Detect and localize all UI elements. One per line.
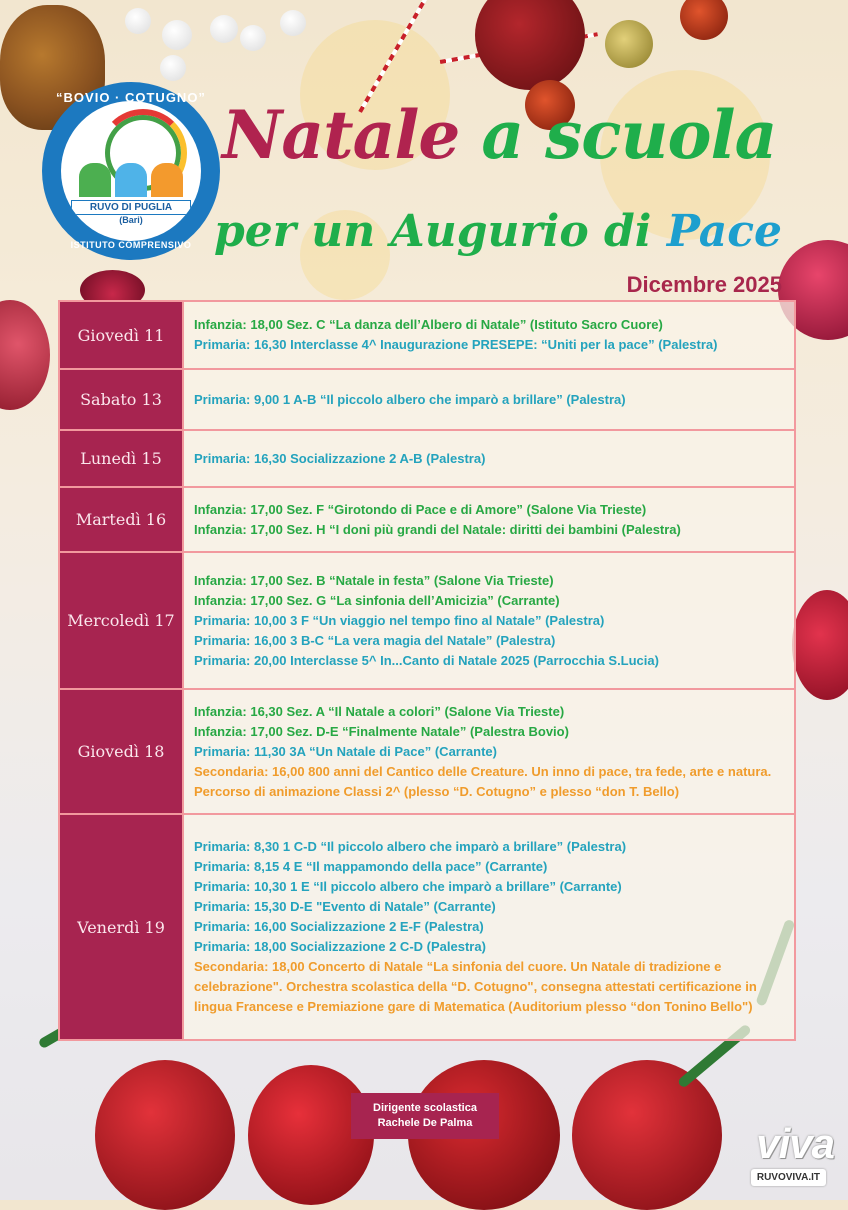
event-primaria: Primaria: 16,00 Socializzazione 2 E-F (Palestra) <box>194 919 484 934</box>
children-arches-icon <box>79 163 183 197</box>
events-cell <box>184 488 794 551</box>
subtitle-pace: Pace <box>666 206 783 257</box>
signature-name: Rachele De Palma <box>377 1117 473 1129</box>
event-primaria: Primaria: 8,30 1 C-D “Il piccolo albero che imparò a brillare” (Palestra) <box>194 839 627 854</box>
logo-institute-type: ISTITUTO COMPRENSIVO <box>70 240 192 250</box>
title-a-scuola: a scuola <box>459 96 777 174</box>
cotton-ball-decoration <box>162 20 192 50</box>
event-infanzia: Infanzia: 17,00 Sez. H “I doni più grandi del Natale: diritti dei bambini (Palestra) <box>194 521 681 537</box>
schedule-row <box>60 368 794 429</box>
event-infanzia: Infanzia: 17,00 Sez. F “Girotondo di Pace e di Amore” (Salone Via Trieste) <box>194 501 647 517</box>
arch-green <box>79 163 111 197</box>
viva-watermark-logo: viva <box>756 1120 834 1167</box>
day-cell: Venerdì 19 <box>60 815 184 1039</box>
event-primaria: Primaria: 11,30 3A “Un Natale di Pace” (Carrante) <box>194 743 497 759</box>
logo-school-name: “BOVIO · COTUGNO” <box>56 90 206 105</box>
month-label: Dicembre 2025 <box>626 272 782 297</box>
page-title <box>222 96 776 174</box>
logo-city: RUVO DI PUGLIA <box>71 200 191 215</box>
cotton-ball-decoration <box>160 55 186 81</box>
schedule-row <box>60 486 794 551</box>
red-bauble-decoration <box>95 1060 235 1210</box>
ruvoviva-watermark-link[interactable]: RUVOVIVA.IT <box>751 1169 826 1186</box>
event-primaria: Primaria: 9,00 1 A-B “Il piccolo albero che imparò a brillare” (Palestra) <box>194 391 626 407</box>
gold-bauble-decoration <box>605 20 653 68</box>
schedule-row <box>60 429 794 486</box>
event-infanzia: Infanzia: 16,30 Sez. A “Il Natale a colori” (Salone Via Trieste) <box>194 703 565 719</box>
red-bauble-decoration <box>0 300 50 410</box>
logo-province: (Bari) <box>119 215 143 225</box>
day-cell: Martedì 16 <box>60 488 184 551</box>
cotton-ball-decoration <box>280 10 306 36</box>
day-cell: Sabato 13 <box>60 370 184 429</box>
schedule-table <box>58 300 796 1041</box>
red-bauble-decoration <box>792 590 848 700</box>
events-cell <box>184 302 794 368</box>
arch-blue <box>115 163 147 197</box>
event-infanzia: Infanzia: 17,00 Sez. G “La sinfonia dell’Amicizia” (Carrante) <box>194 592 560 608</box>
page-subtitle <box>214 206 782 257</box>
schedule-row <box>60 813 794 1039</box>
event-infanzia: Infanzia: 18,00 Sez. C “La danza dell’Albero di Natale” (Istituto Sacro Cuore) <box>194 317 663 332</box>
title-natale: Natale <box>222 96 460 174</box>
red-bauble-decoration <box>475 0 585 90</box>
event-primaria: Primaria: 16,30 Socializzazione 2 A-B (Palestra) <box>194 450 486 466</box>
red-bauble-decoration <box>680 0 728 40</box>
event-primaria: Primaria: 18,00 Socializzazione 2 C-D (Palestra) <box>194 939 486 954</box>
day-cell: Giovedì 18 <box>60 690 184 813</box>
day-cell: Mercoledì 17 <box>60 553 184 688</box>
day-cell: Giovedì 11 <box>60 302 184 368</box>
events-cell <box>184 553 794 688</box>
event-secondaria: Secondaria: 18,00 Concerto di Natale “La sinfonia del cuore. Un Natale di tradizione e celebrazione". Orchestra scolastica della “D. Cotugno", consegna attestati certificazione in lingua Francese e Premiazione gare di Matematica (Auditorium plesso “don Tonino Bello") <box>194 959 757 1014</box>
red-bauble-decoration <box>572 1060 722 1210</box>
schedule-row <box>60 688 794 813</box>
event-secondaria: Secondaria: 16,00 800 anni del Cantico delle Creature. Un inno di pace, tra fede, arte e natura. Percorso di animazione Classi 2^ (plesso “D. Cotugno” e plesso “don T. Bello) <box>194 763 772 799</box>
events-cell <box>184 815 794 1039</box>
event-primaria: Primaria: 20,00 Interclasse 5^ In...Canto di Natale 2025 (Parrocchia S.Lucia) <box>194 652 659 668</box>
signature-role: Dirigente scolastica <box>373 1102 477 1114</box>
events-cell <box>184 690 794 813</box>
event-primaria: Primaria: 16,30 Interclasse 4^ Inaugurazione PRESEPE: “Uniti per la pace” (Palestra) <box>194 337 718 352</box>
schedule-row <box>60 302 794 368</box>
subtitle-augurio: per un Augurio di <box>214 206 667 257</box>
event-infanzia: Infanzia: 17,00 Sez. B “Natale in festa” (Salone Via Trieste) <box>194 572 554 588</box>
schedule-row <box>60 551 794 688</box>
day-cell: Lunedì 15 <box>60 431 184 486</box>
events-cell <box>184 431 794 486</box>
event-infanzia: Infanzia: 17,00 Sez. D-E “Finalmente Natale” (Palestra Bovio) <box>194 723 569 739</box>
events-cell <box>184 370 794 429</box>
arch-orange <box>151 163 183 197</box>
event-primaria: Primaria: 10,30 1 E “Il piccolo albero che imparò a brillare” (Carrante) <box>194 879 622 894</box>
school-logo <box>42 82 220 260</box>
event-primaria: Primaria: 15,30 D-E "Evento di Natale” (Carrante) <box>194 899 496 914</box>
cotton-ball-decoration <box>210 15 238 43</box>
cotton-ball-decoration <box>125 8 151 34</box>
cotton-ball-decoration <box>240 25 266 51</box>
event-primaria: Primaria: 8,15 4 E “Il mappamondo della pace” (Carrante) <box>194 859 548 874</box>
event-primaria: Primaria: 10,00 3 F “Un viaggio nel tempo fino al Natale” (Palestra) <box>194 612 605 628</box>
school-logo-emblem <box>61 101 201 241</box>
signature-box <box>351 1093 499 1139</box>
event-primaria: Primaria: 16,00 3 B-C “La vera magia del Natale” (Palestra) <box>194 632 556 648</box>
